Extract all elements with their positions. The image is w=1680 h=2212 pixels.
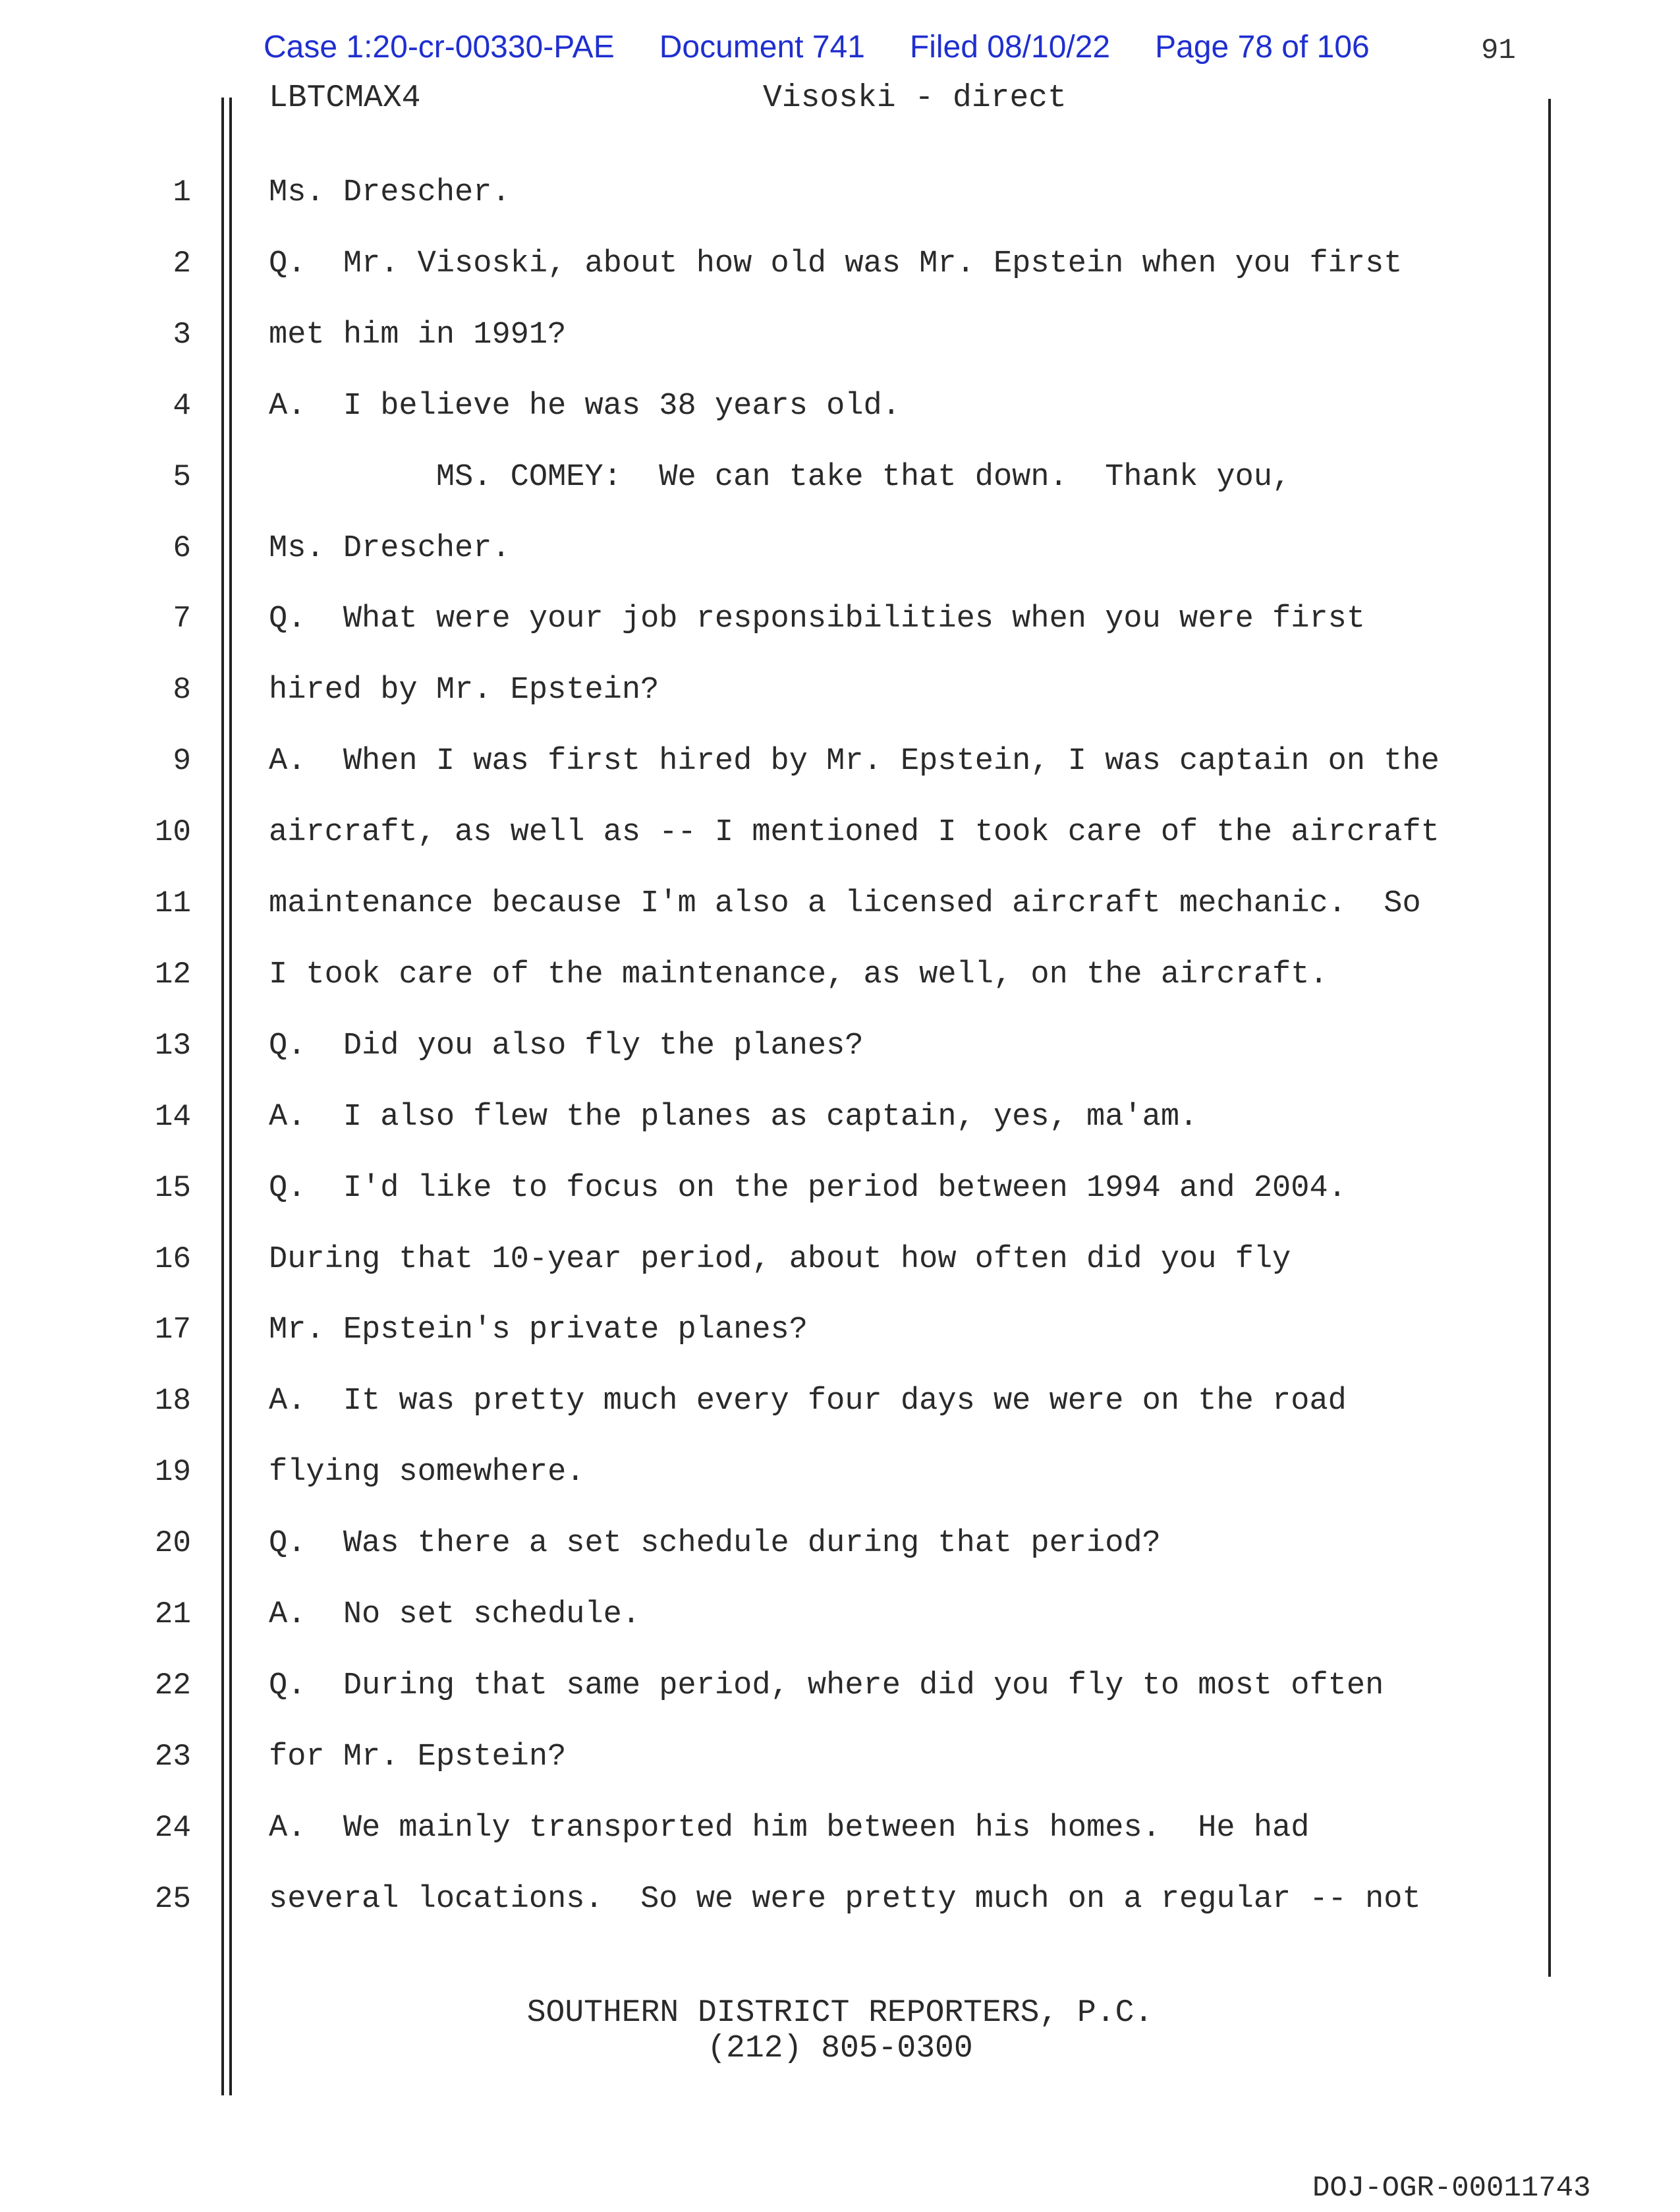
line-number: 11 — [154, 886, 191, 921]
line-number: 1 — [173, 175, 191, 210]
transcript-line: Ms. Drescher. — [269, 175, 511, 210]
line-number: 20 — [154, 1526, 191, 1560]
line-number: 25 — [154, 1882, 191, 1916]
transcript-line: several locations. So we were pretty much on a regular -- not — [269, 1882, 1421, 1917]
witness-heading: Visoski - direct — [763, 80, 1067, 116]
court-filing-stamp — [264, 29, 1414, 65]
line-number: 3 — [173, 318, 191, 352]
page-of-total: Page 78 of 106 — [1155, 30, 1370, 65]
transcript-line: I took care of the maintenance, as well, on the aircraft. — [269, 957, 1328, 992]
case-number: Case 1:20-cr-00330-PAE — [264, 30, 615, 65]
line-number: 18 — [154, 1384, 191, 1418]
transcript-line: Ms. Drescher. — [269, 531, 511, 566]
transcript-line: A. I believe he was 38 years old. — [269, 389, 901, 424]
line-number: 4 — [173, 389, 191, 423]
line-number: 24 — [154, 1811, 191, 1845]
line-number: 15 — [154, 1171, 191, 1205]
transcript-line: A. We mainly transported him between his homes. He had — [269, 1811, 1310, 1846]
line-number: 17 — [154, 1313, 191, 1347]
left-margin-rule-outer — [221, 98, 224, 2095]
right-margin-rule — [1548, 99, 1551, 1977]
reporter-company: SOUTHERN DISTRICT REPORTERS, P.C. — [526, 1995, 1154, 2031]
transcript-page-number: 91 — [1481, 34, 1516, 67]
line-number: 7 — [173, 602, 191, 636]
transcript-line: Mr. Epstein's private planes? — [269, 1313, 808, 1347]
transcript-line: Q. Did you also fly the planes? — [269, 1029, 864, 1063]
transcript-line: Q. I'd like to focus on the period between 1994 and 2004. — [269, 1171, 1347, 1206]
transcript-line: A. No set schedule. — [269, 1597, 641, 1632]
transcript-line: MS. COMEY: We can take that down. Thank you, — [269, 460, 1291, 495]
transcript-line: met him in 1991? — [269, 318, 567, 353]
line-number: 12 — [154, 957, 191, 992]
transcript-line: A. I also flew the planes as captain, yes, ma'am. — [269, 1100, 1198, 1135]
line-number: 19 — [154, 1455, 191, 1489]
transcript-line: aircraft, as well as -- I mentioned I took care of the aircraft — [269, 815, 1440, 850]
line-number: 13 — [154, 1029, 191, 1063]
transcript-code: LBTCMAX4 — [269, 80, 421, 116]
line-number: 8 — [173, 673, 191, 707]
transcript-line: Q. What were your job responsibilities when you were first — [269, 602, 1366, 637]
transcript-line: hired by Mr. Epstein? — [269, 673, 659, 708]
line-number: 23 — [154, 1740, 191, 1774]
filed-date: Filed 08/10/22 — [909, 30, 1111, 65]
line-number: 5 — [173, 460, 191, 494]
transcript-line: flying somewhere. — [269, 1455, 585, 1490]
line-number: 21 — [154, 1597, 191, 1631]
line-number: 22 — [154, 1668, 191, 1703]
reporter-phone: (212) 805-0300 — [707, 2031, 973, 2066]
transcript-line: maintenance because I'm also a licensed aircraft mechanic. So — [269, 886, 1421, 921]
transcript-line: Q. During that same period, where did you fly to most often — [269, 1668, 1384, 1703]
bates-number: DOJ-OGR-00011743 — [1312, 2172, 1591, 2205]
line-number: 6 — [173, 531, 191, 565]
transcript-line: During that 10-year period, about how often did you fly — [269, 1242, 1291, 1277]
reporter-footer — [0, 1995, 1680, 2066]
transcript-line: A. When I was first hired by Mr. Epstein, I was captain on the — [269, 744, 1440, 779]
line-number: 16 — [154, 1242, 191, 1276]
transcript-line: Q. Mr. Visoski, about how old was Mr. Epstein when you first — [269, 246, 1403, 281]
transcript-line: for Mr. Epstein? — [269, 1740, 567, 1774]
transcript-line: Q. Was there a set schedule during that period? — [269, 1526, 1161, 1561]
transcript-line: A. It was pretty much every four days we were on the road — [269, 1384, 1347, 1419]
line-number: 9 — [173, 744, 191, 778]
left-margin-rule-inner — [229, 98, 232, 2095]
line-number: 2 — [173, 246, 191, 281]
document-number: Document 741 — [659, 30, 865, 65]
line-number: 14 — [154, 1100, 191, 1134]
line-number: 10 — [154, 815, 191, 849]
